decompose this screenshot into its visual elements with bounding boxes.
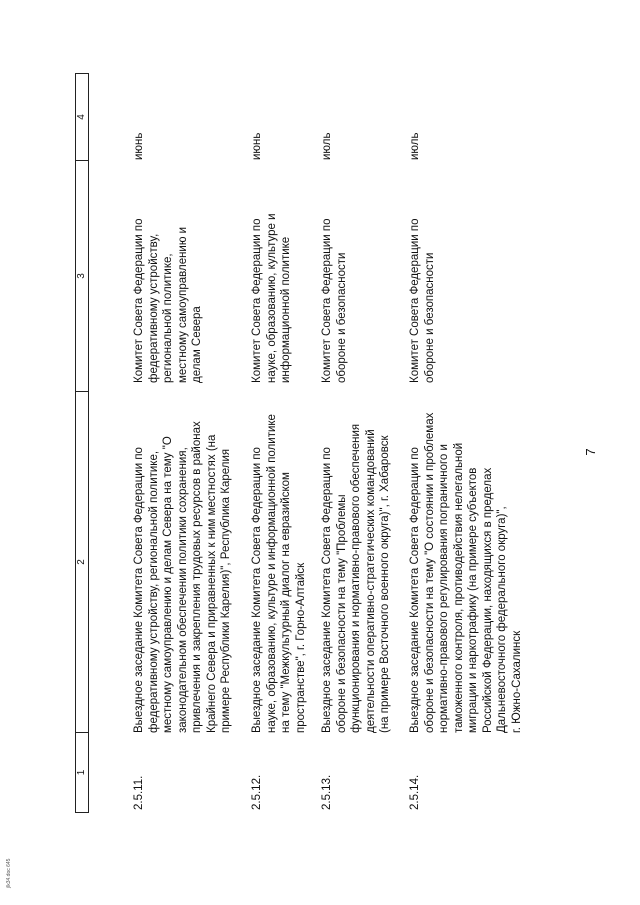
item-number: 2.5.14. bbox=[409, 774, 421, 810]
header-divider bbox=[76, 732, 88, 733]
event-description: Выездное заседание Комитета Совета Федерации по обороне и безопасности на тему "Проблемы функционирования и нормативно-правового обеспечения деятельности оперативно-стратегических командований (на примере Восточного военного округа)", г. Хабаровск bbox=[321, 423, 391, 733]
header-col-3: 3 bbox=[76, 273, 87, 279]
table-header bbox=[75, 73, 89, 813]
header-divider bbox=[76, 391, 88, 392]
item-number: 2.5.12. bbox=[251, 774, 263, 810]
header-col-4: 4 bbox=[76, 114, 87, 120]
page-number: 7 bbox=[583, 448, 598, 456]
event-description: Выездное заседание Комитета Совета Федерации по обороне и безопасности на тему "О состоянии и проблемах нормативно-правового регулирования пограничного и таможенного контроля, противодействия нелегальной миграции и наркотрафику (на примере субъектов Российской Федерации, находящихся в пределах Дальневосточного федерального округа)", г. Южно-Сахалинск bbox=[409, 412, 523, 733]
month: июнь bbox=[251, 132, 263, 160]
responsible-committee: Комитет Совета Федерации по науке, образованию, культуре и информационной политике bbox=[251, 213, 292, 383]
responsible-committee: Комитет Совета Федерации по обороне и безопасности bbox=[409, 218, 436, 383]
header-col-1: 1 bbox=[76, 769, 87, 776]
responsible-committee: Комитет Совета Федерации по федеративному устройству, региональной политике, местному самоуправлению и делам Севера bbox=[133, 218, 203, 383]
event-description: Выездное заседание Комитета Совета Федерации по науке, образованию, культуре и информационной политике на тему "Межкультурный диалог на евразийском пространстве", г. Горно-Алтайск bbox=[251, 414, 307, 733]
item-number: 2.5.13. bbox=[321, 774, 333, 810]
footer-stamp: jlk34.doc 645 bbox=[6, 858, 12, 888]
header-divider bbox=[76, 160, 88, 161]
item-number: 2.5.11. bbox=[133, 775, 145, 810]
header-col-2: 2 bbox=[76, 559, 87, 565]
event-description: Выездное заседание Комитета Совета Федерации по федеративному устройству, региональной политике, местному самоуправлению и делам Севера на тему "О законодательном обеспечении политики сохранения, привлечения и закрепления трудовых ресурсов в районах Крайнего Севера и приравненных к ним местностях (на примере Республики Карелия)", Республика Карелия bbox=[133, 421, 232, 733]
responsible-committee: Комитет Совета Федерации по обороне и безопасности bbox=[321, 218, 348, 383]
month: июнь bbox=[133, 132, 145, 160]
month: июль bbox=[321, 132, 333, 160]
month: июль bbox=[409, 132, 421, 160]
